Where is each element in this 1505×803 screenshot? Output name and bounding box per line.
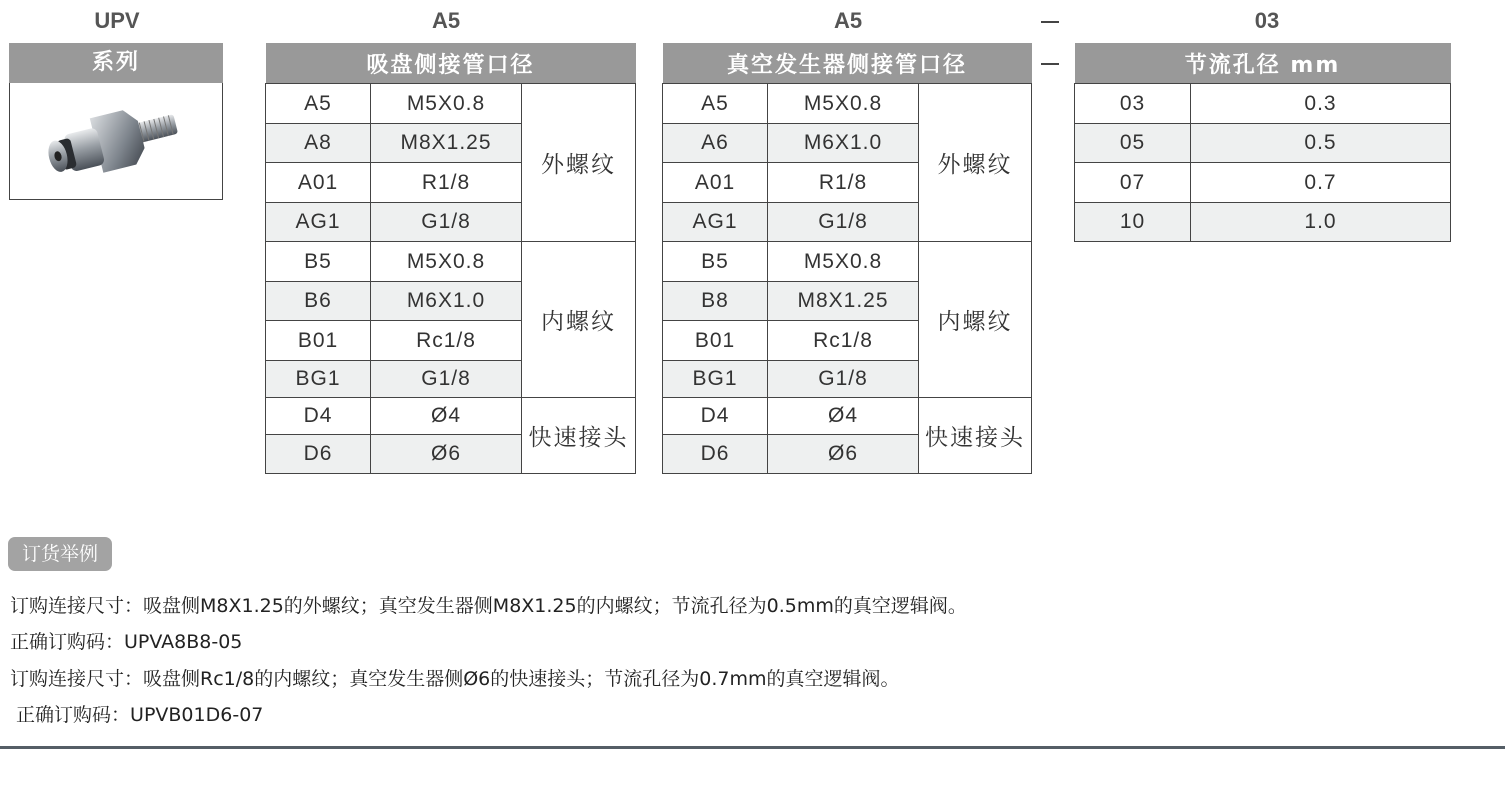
orifice-table-title: 节流孔径 mm (1075, 43, 1451, 84)
table-cell: M5X0.8 (371, 84, 522, 124)
table-cell: Ø6 (768, 435, 919, 474)
table-cell: A6 (663, 124, 768, 163)
table-cell: M5X0.8 (768, 84, 919, 124)
table-cell: 10 (1075, 203, 1191, 242)
group-label: 快速接头 (522, 398, 636, 474)
table-cell: A5 (663, 84, 768, 124)
table-cell: D6 (266, 435, 371, 474)
table-cell: D6 (663, 435, 768, 474)
header-generator: A5 (833, 8, 863, 33)
table-dash (1041, 63, 1059, 65)
table-cell: AG1 (266, 203, 371, 242)
table-cell: B5 (266, 242, 371, 282)
series-panel (9, 43, 223, 201)
table-cell: R1/8 (371, 163, 522, 203)
vacuum-valve-fitting-icon (10, 83, 222, 199)
header-series: UPV (94, 8, 140, 33)
group-label: 外螺纹 (919, 84, 1032, 242)
table-cell: AG1 (663, 203, 768, 242)
example-line: 订购连接尺寸：吸盘侧Rc1/8的内螺纹；真空发生器侧Ø6的快速接头；节流孔径为0.7mm的真空逻辑阀。 (10, 668, 900, 690)
product-image (9, 83, 223, 200)
table-cell: R1/8 (768, 163, 919, 203)
table-cell: BG1 (266, 361, 371, 398)
table-cell: Ø4 (371, 398, 522, 435)
example-code: 正确订购码：UPVA8B8-05 (10, 631, 243, 653)
table-cell: G1/8 (371, 203, 522, 242)
table-cell: 1.0 (1191, 203, 1451, 242)
example-badge: 订货举例 (8, 537, 112, 571)
table-cell: Ø6 (371, 435, 522, 474)
table-cell: M5X0.8 (371, 242, 522, 282)
table-cell: G1/8 (768, 203, 919, 242)
group-label: 内螺纹 (919, 242, 1032, 398)
table-cell: A01 (266, 163, 371, 203)
generator-table-title: 真空发生器侧接管口径 (663, 43, 1032, 84)
table-cell: M8X1.25 (768, 282, 919, 321)
orifice-table (1074, 43, 1451, 242)
table-cell: D4 (266, 398, 371, 435)
generator-port-table (662, 43, 1032, 474)
table-cell: 03 (1075, 84, 1191, 124)
table-cell: A01 (663, 163, 768, 203)
table-cell: B5 (663, 242, 768, 282)
suction-port-table (265, 43, 636, 474)
table-cell: A8 (266, 124, 371, 163)
suction-table-title: 吸盘侧接管口径 (266, 43, 636, 84)
table-cell: B6 (266, 282, 371, 321)
table-cell: M6X1.0 (768, 124, 919, 163)
table-cell: D4 (663, 398, 768, 435)
table-cell: 07 (1075, 163, 1191, 203)
table-cell: A5 (266, 84, 371, 124)
table-cell: Rc1/8 (768, 321, 919, 361)
header-orifice: 03 (1254, 8, 1280, 33)
table-cell: M8X1.25 (371, 124, 522, 163)
group-label: 内螺纹 (522, 242, 636, 398)
bottom-divider (0, 746, 1505, 749)
table-cell: Ø4 (768, 398, 919, 435)
table-cell: 05 (1075, 124, 1191, 163)
example-line: 订购连接尺寸：吸盘侧M8X1.25的外螺纹；真空发生器侧M8X1.25的内螺纹；节流孔径为0.5mm的真空逻辑阀。 (10, 595, 967, 617)
table-cell: B01 (266, 321, 371, 361)
table-cell: B8 (663, 282, 768, 321)
table-cell: G1/8 (768, 361, 919, 398)
group-label: 快速接头 (919, 398, 1032, 474)
header-dash (1041, 21, 1059, 23)
table-cell: B01 (663, 321, 768, 361)
table-cell: Rc1/8 (371, 321, 522, 361)
table-cell: BG1 (663, 361, 768, 398)
table-cell: 0.7 (1191, 163, 1451, 203)
table-cell: 0.3 (1191, 84, 1451, 124)
header-suction: A5 (431, 8, 461, 33)
group-label: 外螺纹 (522, 84, 636, 242)
table-cell: G1/8 (371, 361, 522, 398)
example-code: 正确订购码：UPVB01D6-07 (10, 704, 264, 726)
table-cell: M5X0.8 (768, 242, 919, 282)
table-cell: M6X1.0 (371, 282, 522, 321)
series-title: 系列 (9, 43, 223, 83)
table-cell: 0.5 (1191, 124, 1451, 163)
